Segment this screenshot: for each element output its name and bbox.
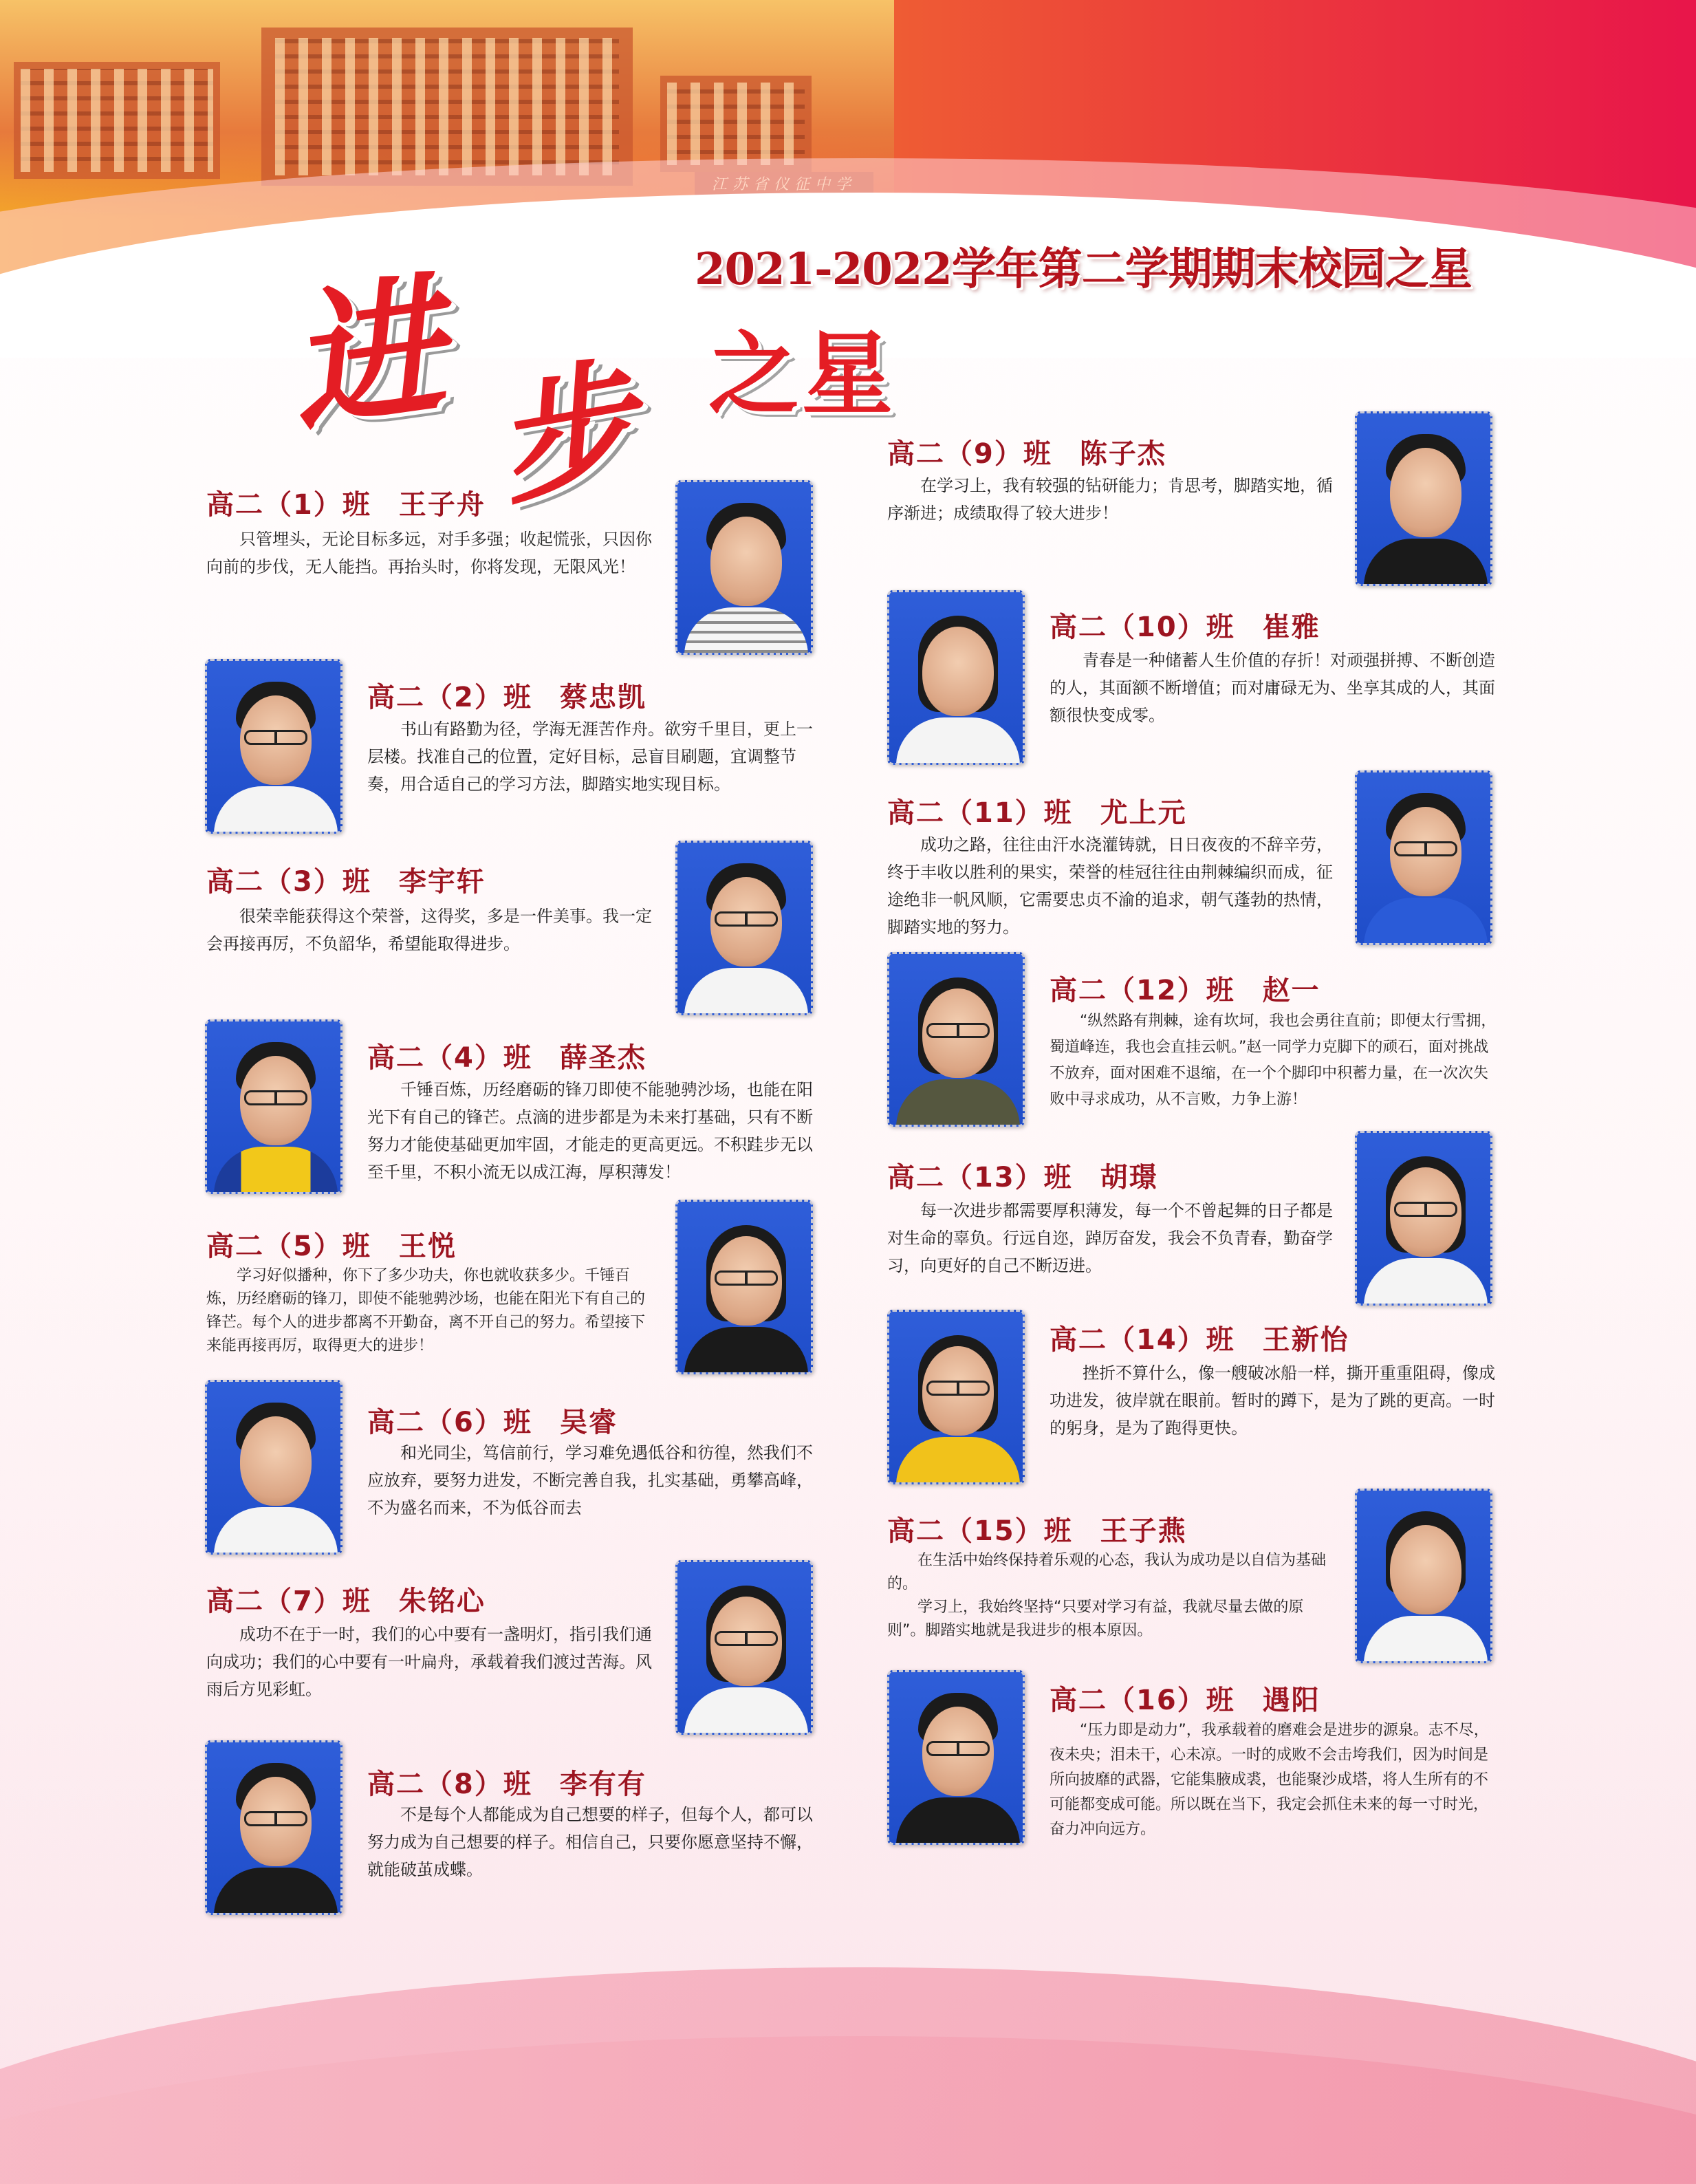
class-label: 高二（3）班: [206, 866, 371, 898]
student-photo: [205, 1740, 343, 1915]
entry-text: 很荣幸能获得这个荣誉，这得奖，多是一件美事。我一定会再接再厉，不负韶华，希望能取得进步。: [206, 907, 652, 953]
entry-heading: [206, 1224, 457, 1264]
entry-heading: [1050, 1318, 1349, 1357]
entry-heading: [887, 432, 1166, 471]
student-photo: [1355, 770, 1492, 945]
entry-heading: [367, 1036, 646, 1075]
entry-text: “压力即是动力”，我承载着的磨难会是进步的源泉。志不尽，夜未央；泪未干，心未凉。一时的成败不会击垮我们，因为时间是所向披靡的武器，它能集腋成裘，也能聚沙成塔，将人生所有的不可能都变成可能。所以既在当下，我定会抓住未来的每一寸时光，奋力冲向远方。: [1050, 1722, 1489, 1838]
student-photo: [1355, 1131, 1492, 1306]
entry-heading: [367, 1401, 618, 1440]
student-photo: [887, 1670, 1025, 1845]
entry-text-2: 学习上，我始终坚持“只要对学习有益，我就尽量去做的原则”。脚踏实地就是我进步的根本原因。: [887, 1599, 1304, 1639]
student-name: 王悦: [398, 1231, 457, 1262]
entry-text: 青春是一种储蓄人生价值的存折！对顽强拼搏、不断创造的人，其面额不断增值；而对庸碌无为、坐享其成的人，其面额很快变成零。: [1050, 651, 1495, 725]
class-label: 高二（2）班: [367, 682, 532, 713]
class-label: 高二（8）班: [367, 1769, 532, 1800]
student-name: 尤上元: [1100, 797, 1187, 829]
student-name: 胡璟: [1100, 1162, 1158, 1193]
class-label: 高二（16）班: [1050, 1685, 1235, 1716]
student-name: 遇阳: [1262, 1685, 1320, 1716]
student-name: 赵一: [1262, 975, 1320, 1006]
student-photo: [205, 1019, 343, 1194]
student-name: 李宇轩: [398, 866, 486, 898]
entry-text: 千锤百炼，历经磨砺的锋刀即使不能驰骋沙场，也能在阳光下有自己的锋芒。点滴的进步都是为未来打基础，只有不断努力才能使基础更加牢固，才能走的更高更远。不积跬步无以至千里，不积小流无以成江海，厚积薄发！: [367, 1080, 813, 1182]
student-name: 王子舟: [398, 489, 486, 521]
title-subtitle: 之星: [708, 322, 895, 428]
class-label: 高二（4）班: [367, 1042, 532, 1074]
student-photo: [205, 659, 343, 834]
student-photo: [887, 1310, 1025, 1484]
entry-text: 挫折不算什么，像一艘破冰船一样，撕开重重阻碍，像成功进发，彼岸就在眼前。暂时的蹲下，是为了跳的更高。一时的躬身，是为了跑得更快。: [1050, 1363, 1495, 1438]
entry-heading: [206, 860, 486, 899]
student-name: 蔡忠凯: [559, 682, 646, 713]
entry-heading: [1050, 605, 1320, 645]
page-title: 2021-2022学年第二学期期末校园之星: [695, 244, 1472, 295]
entry-text: 不是每个人都能成为自己想要的样子，但每个人，都可以努力成为自己想要的样子。相信自己，只要你愿意坚持不懈，就能破茧成蝶。: [367, 1805, 813, 1879]
student-photo: [1355, 411, 1492, 586]
entry-text: 在生活中始终保持着乐观的心态，我认为成功是以自信为基础的。: [887, 1552, 1327, 1592]
entry-text: 学习好似播种，你下了多少功夫，你也就收获多少。千锤百炼，历经磨砺的锋刀，即使不能驰骋沙场，也能在阳光下有自己的锋芒。每个人的进步都离不开勤奋，离不开自己的努力。希望接下来能再接再厉，取得更大的进步！: [206, 1267, 646, 1354]
entry-text: 只管埋头，无论目标多远，对手多强；收起慌张，只因你向前的步伐，无人能挡。再抬头时，你将发现，无限风光！: [206, 530, 652, 576]
student-photo: [887, 590, 1025, 765]
student-name: 王新怡: [1262, 1324, 1349, 1356]
student-name: 王子燕: [1100, 1515, 1187, 1547]
class-label: 高二（15）班: [887, 1515, 1073, 1547]
student-photo: [205, 1380, 343, 1555]
title-char-bu: 步: [483, 341, 648, 525]
student-name: 吴睿: [559, 1407, 618, 1438]
student-name: 李有有: [559, 1769, 646, 1800]
student-photo: [675, 1200, 813, 1374]
class-label: 高二（6）班: [367, 1407, 532, 1438]
entry-heading: [1050, 969, 1320, 1008]
student-name: 薛圣杰: [559, 1042, 646, 1074]
class-label: 高二（5）班: [206, 1231, 371, 1262]
class-label: 高二（7）班: [206, 1586, 371, 1617]
entry-heading: [887, 1509, 1187, 1548]
student-name: 陈子杰: [1079, 438, 1166, 470]
entry-text: “纵然路有荆棘，途有坎坷，我也会勇往直前；即便太行雪拥，蜀道峰连，我也会直挂云帆。”赵一同学力克脚下的顽石，面对挑战不放弃，面对困难不退缩，在一个个脚印中积蓄力量，在一次次失败中寻求成功，从不言败，力争上游！: [1050, 1013, 1497, 1108]
student-name: 崔雅: [1262, 612, 1320, 643]
entry-heading: [1050, 1678, 1320, 1718]
entry-text: 和光同尘，笃信前行，学习难免遇低谷和彷徨，然我们不应放弃，要努力进发，不断完善自我，扎实基础，勇攀高峰，不为盛名而来，不为低谷而去: [367, 1443, 813, 1517]
student-photo: [887, 952, 1025, 1127]
entry-text: 每一次进步都需要厚积薄发，每一个不曾起舞的日子都是对生命的辜负。行远自迩，踔厉奋发，我会不负青春，勤奋学习，向更好的自己不断迈进。: [887, 1201, 1333, 1275]
entry-text: 成功之路，往往由汗水浇灌铸就，日日夜夜的不辞辛劳，终于丰收以胜利的果实，荣誉的桂冠往往由荆棘编织而成，征途绝非一帆风顺，它需要忠贞不渝的追求，朝气蓬勃的热情，脚踏实地的努力。: [887, 835, 1333, 937]
student-photo: [675, 480, 813, 655]
title-char-jin: 进: [279, 255, 454, 453]
student-photo: [675, 1560, 813, 1735]
class-label: 高二（11）班: [887, 797, 1073, 829]
student-photo: [675, 841, 813, 1015]
entry-heading: [367, 675, 646, 715]
class-label: 高二（12）班: [1050, 975, 1235, 1006]
student-photo: [1355, 1489, 1492, 1663]
class-label: 高二（1）班: [206, 489, 371, 521]
entry-heading: [206, 1579, 486, 1619]
class-label: 高二（13）班: [887, 1162, 1073, 1193]
class-label: 高二（10）班: [1050, 612, 1235, 643]
entry-heading: [887, 791, 1187, 830]
entry-heading: [206, 483, 486, 522]
student-name: 朱铭心: [398, 1586, 486, 1617]
entry-heading: [887, 1156, 1158, 1195]
entry-text: 在学习上，我有较强的钻研能力；肯思考，脚踏实地，循序渐进；成绩取得了较大进步！: [887, 476, 1333, 523]
entry-text: 书山有路勤为径，学海无涯苦作舟。欲穷千里目，更上一层楼。找准自己的位置，定好目标，忌盲目刷题，宜调整节奏，用合适自己的学习方法，脚踏实地实现目标。: [367, 720, 813, 794]
class-label: 高二（14）班: [1050, 1324, 1235, 1356]
class-label: 高二（9）班: [887, 438, 1052, 470]
entry-heading: [367, 1762, 646, 1802]
entry-text: 成功不在于一时，我们的心中要有一盏明灯，指引我们通向成功；我们的心中要有一叶扁舟，承载着我们渡过苦海。风雨后方见彩虹。: [206, 1625, 652, 1699]
